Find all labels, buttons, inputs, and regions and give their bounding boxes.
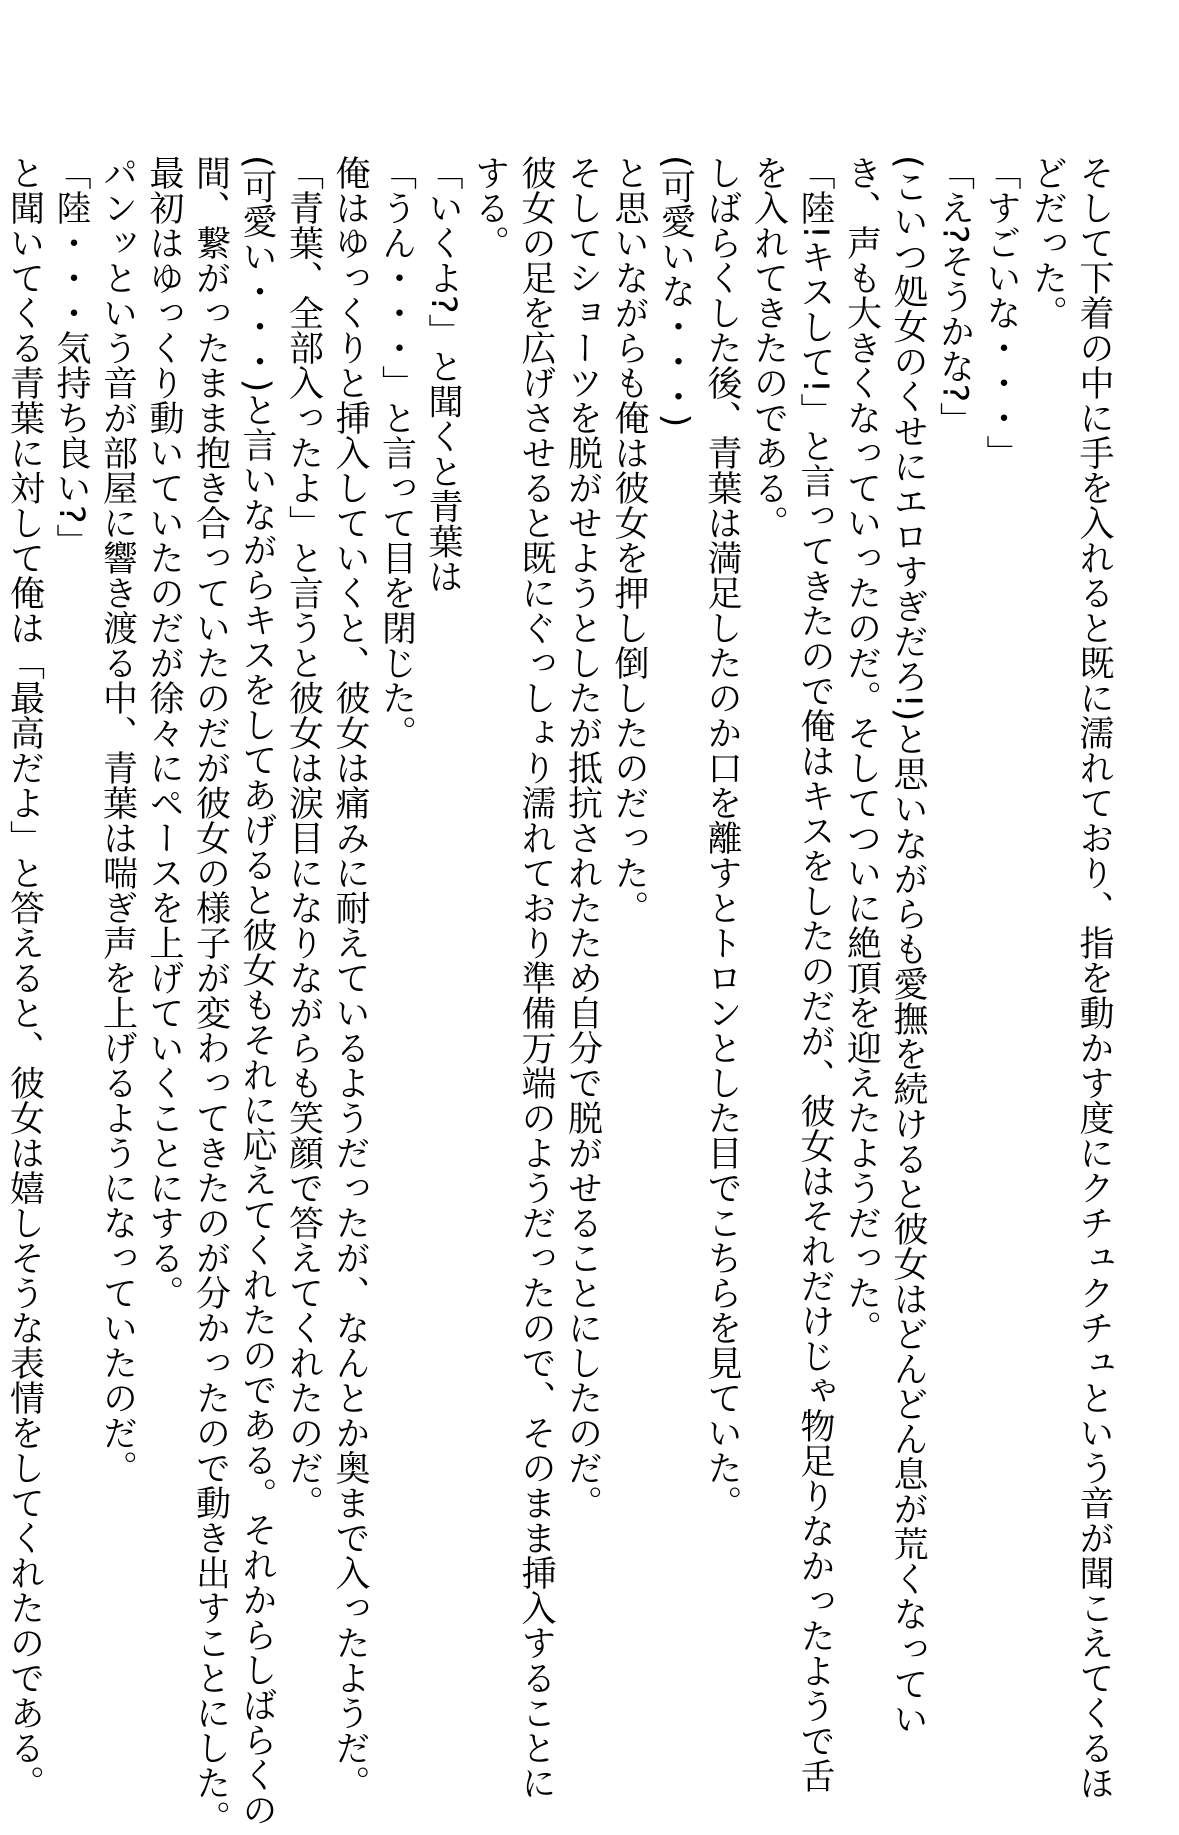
text-line: 「え?そうかな?」 — [934, 155, 975, 438]
text-line: (可愛いな・・・) — [655, 155, 696, 428]
text-line: どだった。 — [1027, 155, 1068, 330]
vertical-text-body — [0, 155, 1117, 1835]
text-line: する。 — [469, 155, 510, 260]
text-line: (可愛い・・・)と言いながらキスをしてあげると彼女もそれに応えてくれたのである。それからしばらくの — [237, 155, 277, 1828]
text-line: 「陸!キスして!」と言ってきたので俺はキスをしたのだが、彼女はそれだけじゃ物足りなかったようで舌 — [795, 155, 835, 1794]
text-line: 彼女の足を広げさせると既にぐっしょり濡れており準備万端のようだったので、そのまま挿入することに — [516, 155, 556, 1800]
text-line: と聞いてくる青葉に対して俺は「最高だよ」と答えると、彼女は嬉しそうな表情をしてくれたのである。 — [4, 155, 45, 1800]
text-line: 「うん・・・」と言って目を閉じた。 — [376, 155, 417, 750]
text-line: しばらくした後、青葉は満足したのか口を離すとトロンとした目でこちらを見ていた。 — [702, 155, 742, 1520]
text-line — [0, 155, 1, 1695]
text-line: 最初はゆっくり動いていたのだが徐々にペースを上げていくことにする。 — [144, 155, 184, 1310]
text-line: (こいつ処女のくせにエロすぎだろ!)と思いながらも愛撫を続けると彼女はどんどん息が荒くなってい — [888, 155, 928, 1737]
text-line: 「陸・・・気持ち良い?」 — [51, 155, 91, 559]
text-line: き、声も大きくなっていったのだ。そしてついに絶頂を迎えたようだった。 — [841, 155, 882, 1345]
text-line: そしてショーツを脱がせようとしたが抵抗されたため自分で脱がせることにしたのだ。 — [562, 155, 603, 1520]
text-line: 俺はゆっくりと挿入していくと、彼女は痛みに耐えているようだったが、なんとか奥まで入ったようだ。 — [330, 155, 370, 1800]
text-line: パンッという音が部屋に響き渡る中、青葉は喘ぎ声を上げるようになっていたのだ。 — [97, 155, 138, 1485]
text-line: 「青葉、全部入ったよ」と言うと彼女は涙目になりながらも笑顔で答えてくれたのだ。 — [283, 155, 324, 1520]
text-line: 間、繋がったまま抱き合っていたのだが彼女の様子が変わってきたのが分かったので動き出すことにした。 — [190, 155, 231, 1835]
text-line: 「いくよ?」と聞くと青葉は — [423, 155, 463, 594]
text-line: そして下着の中に手を入れると既に濡れており、指を動かす度にクチュクチュという音が聞こえてくるほ — [1074, 155, 1114, 1800]
text-line: と思いながらも俺は彼女を押し倒したのだった。 — [609, 155, 649, 925]
text-line: を入れてきたのである。 — [748, 155, 789, 540]
text-line: 「すごいな・・・」 — [981, 155, 1021, 470]
